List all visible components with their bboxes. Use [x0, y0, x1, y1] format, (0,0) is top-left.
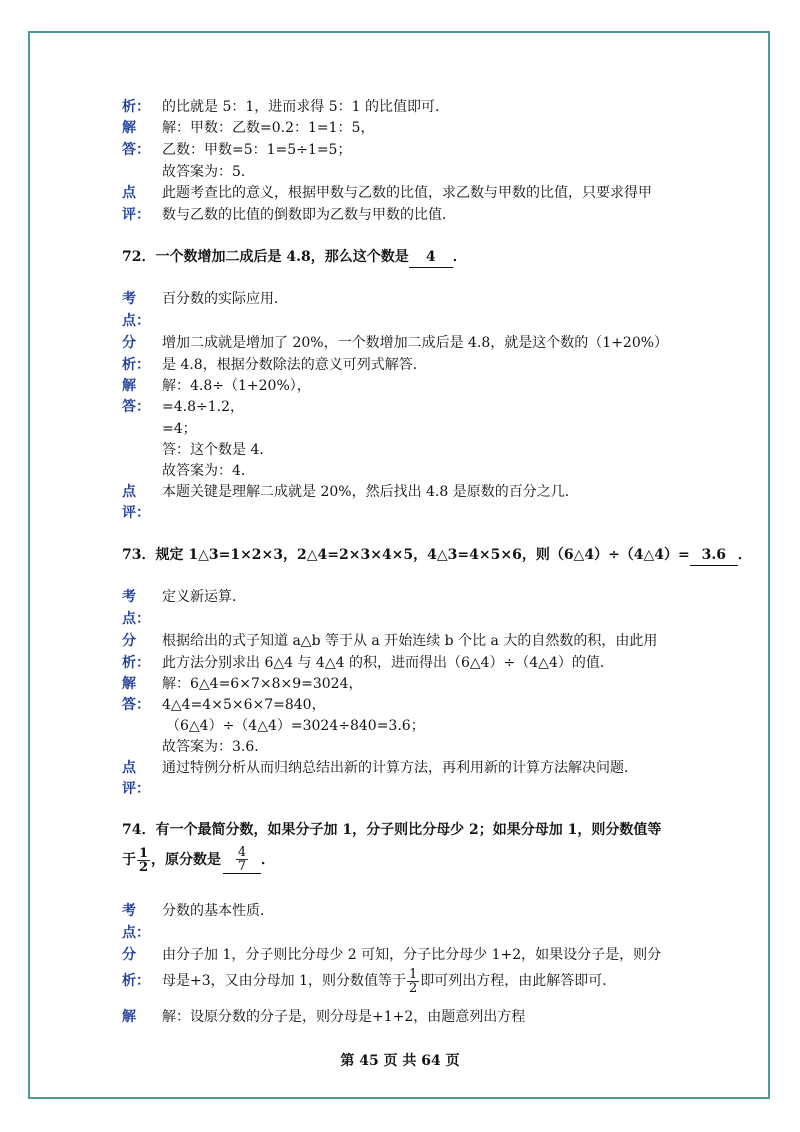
q74-point: 分数的基本性质．	[162, 903, 274, 919]
q74-analysis-line: 由分子加 1，分子则比分母少 2 可知，分子比分母少 1+2，如果设分子是，则分	[162, 947, 662, 963]
label-answer: 答：	[122, 142, 150, 158]
q72-analysis-line: 增加二成就是增加了 20%，一个数增加二成后是 4.8，就是这个数的（1+20%）	[162, 335, 669, 351]
label-analysis: 分	[122, 335, 136, 351]
label-analysis: 分	[122, 947, 136, 963]
label-analysis: 析：	[122, 99, 150, 115]
q72-answer: 4	[409, 247, 453, 268]
q71-comment-line: 此题考查比的意义，根据甲数与乙数的比值，求乙数与甲数的比值，只要求得甲	[162, 185, 652, 201]
label-analysis-2: 析：	[122, 357, 150, 373]
label-comment: 点	[122, 760, 136, 776]
label-point: 考	[122, 291, 136, 307]
q74-answer: $\frac{4}{7}$	[223, 846, 261, 874]
label-point: 考	[122, 903, 136, 919]
q72-solution-line: 故答案为：4．	[162, 463, 255, 479]
q72-solution-line: =4.8÷1.2，	[162, 399, 244, 415]
q73-analysis-line: 根据给出的式子知道 a△b 等于从 a 开始连续 b 个比 a 大的自然数的积，由此用	[162, 633, 658, 649]
q71-solution-line: 解：甲数：乙数=0.2：1=1：5，	[162, 120, 375, 136]
label-solution: 解	[122, 120, 136, 136]
q74-solution-line: 解：设原分数的分子是，则分母是+1+2，由题意列出方程	[162, 1009, 526, 1025]
label-comment: 点	[122, 484, 136, 500]
q71-solution-line: 故答案为：5．	[162, 164, 255, 180]
q72-solution-line: 解：4.8÷（1+20%），	[162, 378, 311, 394]
label-point-2: 点：	[122, 611, 150, 627]
q72-point: 百分数的实际应用．	[162, 291, 288, 307]
label-solution: 解	[122, 1009, 136, 1025]
q73-comment: 通过特例分析从而归纳总结出新的计算方法，再利用新的计算方法解决问题．	[162, 760, 638, 776]
q71-comment-line: 数与乙数的比值的倒数即为乙数与甲数的比值．	[162, 207, 456, 223]
page-number-footer: 第 45 页 共 64 页	[340, 1053, 460, 1069]
q72-stem: 72．一个数增加二成后是 4.8，那么这个数是 4 ．	[122, 247, 467, 268]
q73-solution-line: 故答案为：3.6．	[162, 739, 269, 755]
q73-solution-line: （6△4）÷（4△4）=3024÷840=3.6；	[166, 718, 425, 734]
label-analysis: 分	[122, 633, 136, 649]
fraction-one-half: $\frac{1}{2}$	[409, 966, 418, 996]
label-point-2: 点：	[122, 925, 150, 941]
q73-point: 定义新运算．	[162, 589, 246, 605]
label-comment-2: 评：	[122, 207, 150, 223]
label-point: 考	[122, 589, 136, 605]
q73-solution-line: 解：6△4=6×7×8×9=3024，	[162, 676, 363, 692]
q71-analysis-text: 的比就是 5：1，进而求得 5：1 的比值即可．	[162, 99, 449, 115]
q73-stem: 73．规定 1△3=1×2×3，2△4=2×3×4×5，4△3=4×5×6，则（6△4）÷（4△4）= 3.6 ．	[122, 545, 752, 566]
q74-stem-line-2: 于 $\frac{1}{2}$ ，原分数是 $\frac{4}{7}$ ．	[122, 845, 276, 875]
q72-solution-line: =4；	[162, 421, 197, 437]
q72-solution-line: 答：这个数是 4．	[162, 442, 274, 458]
q74-stem-line: 74．有一个最简分数，如果分子加 1，分子则比分母少 2；如果分母加 1，则分数值等	[122, 822, 662, 838]
fraction-one-half: $\frac{1}{2}$	[139, 845, 149, 875]
label-answer: 答：	[122, 399, 150, 415]
q74-analysis-line-2: 母是+3，又由分母加 1，则分数值等于 $\frac{1}{2}$ 即可列出方程，由此解答即可．	[162, 966, 617, 996]
q73-analysis-line: 此方法分别求出 6△4 与 4△4 的积，进而得出（6△4）÷（4△4）的值．	[162, 655, 614, 671]
q73-answer: 3.6	[690, 545, 738, 566]
label-comment-2: 评：	[122, 505, 150, 521]
label-answer: 答：	[122, 697, 150, 713]
label-solution: 解	[122, 676, 136, 692]
label-point-2: 点：	[122, 313, 150, 329]
label-comment-2: 评：	[122, 781, 150, 797]
label-analysis-2: 析：	[122, 655, 150, 671]
label-analysis-2: 析：	[122, 973, 150, 989]
label-comment: 点	[122, 185, 136, 201]
q72-analysis-line: 是 4.8，根据分数除法的意义可列式解答．	[162, 357, 427, 373]
label-solution: 解	[122, 378, 136, 394]
q72-comment: 本题关键是理解二成就是 20%，然后找出 4.8 是原数的百分之几．	[162, 484, 579, 500]
q71-solution-line: 乙数：甲数=5：1=5÷1=5；	[162, 142, 352, 158]
q73-solution-line: 4△4=4×5×6×7=840，	[162, 697, 326, 713]
